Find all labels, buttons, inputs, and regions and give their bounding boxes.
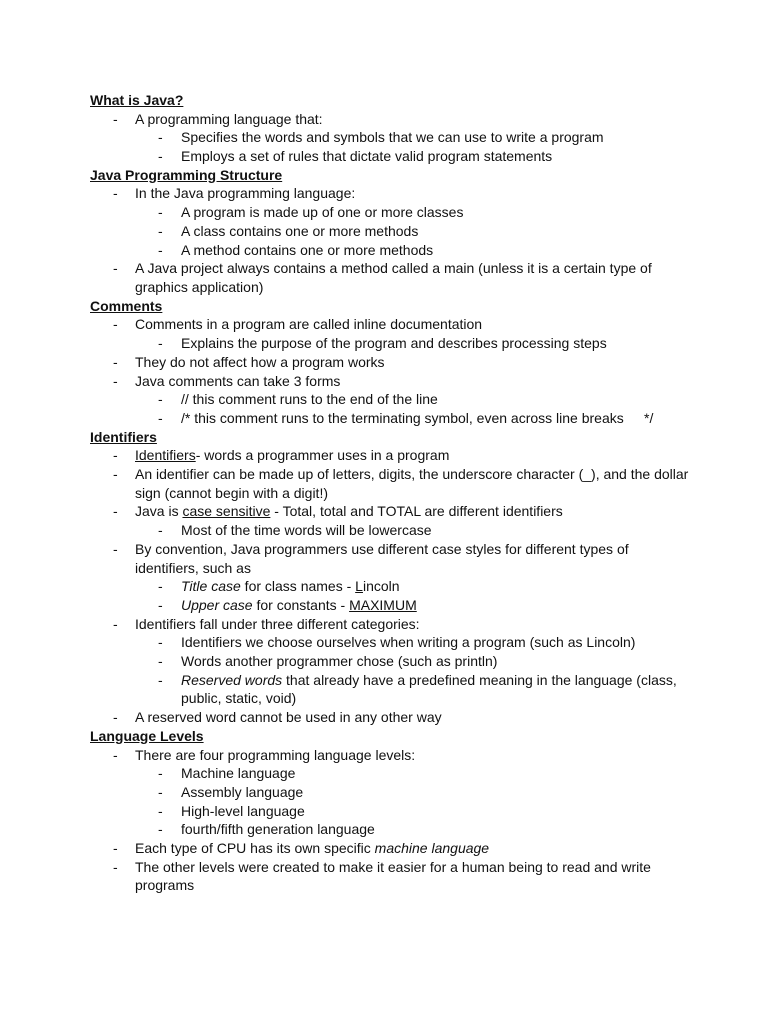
- bullet-dash: -: [158, 222, 163, 239]
- item-text: A Java project always contains a method called a main (unless it is a certain type of graphics application): [135, 260, 652, 295]
- text-run: that already have a predefined meaning in the language (class, public, static, void): [181, 671, 677, 707]
- bullet-dash: -: [158, 596, 163, 613]
- bullet-dash: -: [158, 578, 163, 595]
- list-item: [90, 633, 690, 652]
- term-reserved-words: Reserved words: [181, 671, 283, 688]
- list-item: [90, 315, 690, 334]
- item-text: A method contains one or more methods: [181, 241, 434, 258]
- list-item: [90, 465, 690, 502]
- bullet-dash: -: [158, 765, 163, 782]
- bullet-dash: -: [113, 372, 118, 389]
- list-item: [90, 764, 690, 783]
- list-item: [90, 353, 690, 372]
- bullet-dash: -: [113, 746, 118, 763]
- item-text: [135, 839, 690, 858]
- heading-what-is-java: What is Java?: [90, 92, 184, 108]
- bullet-dash: -: [158, 129, 163, 146]
- bullet-dash: -: [158, 409, 163, 426]
- item-text: Java comments can take 3 forms: [135, 372, 341, 389]
- item-text: // this comment runs to the end of the line: [181, 391, 438, 408]
- list-item: [90, 839, 690, 858]
- list-item: [90, 372, 690, 391]
- list-item: [90, 652, 690, 671]
- term-title-case: Title case: [181, 578, 241, 595]
- bullet-dash: -: [113, 316, 118, 333]
- list-item: [90, 540, 690, 577]
- bullet-dash: -: [113, 709, 118, 726]
- list-item: [90, 334, 690, 353]
- list-item: [90, 802, 690, 821]
- bullet-dash: -: [158, 241, 163, 258]
- item-text: Most of the time words will be lowercase: [181, 522, 432, 539]
- text-run: - Total, total and TOTAL are different identifiers: [270, 503, 563, 520]
- list-item: [90, 241, 690, 260]
- bullet-dash: -: [158, 802, 163, 819]
- item-text: A program is made up of one or more classes: [181, 204, 464, 221]
- item-text: A programming language that:: [135, 110, 323, 127]
- item-text: There are four programming language levels:: [135, 746, 416, 763]
- bullet-dash: -: [113, 185, 118, 202]
- item-text: Specifies the words and symbols that we can use to write a program: [181, 129, 604, 146]
- bullet-dash: -: [113, 858, 118, 875]
- list-item: [90, 446, 690, 465]
- item-text: They do not affect how a program works: [135, 353, 385, 370]
- item-text: A class contains one or more methods: [181, 222, 419, 239]
- bullet-dash: -: [113, 615, 118, 632]
- list-item: [90, 820, 690, 839]
- bullet-dash: -: [113, 447, 118, 464]
- list-item: [90, 783, 690, 802]
- list-item: [90, 222, 690, 241]
- bullet-dash: -: [113, 353, 118, 370]
- notes-body: [90, 91, 690, 895]
- item-text: In the Java programming language:: [135, 185, 356, 202]
- bullet-dash: -: [158, 204, 163, 221]
- heading-identifiers: Identifiers: [90, 428, 157, 445]
- term-upper-case: Upper case: [181, 596, 253, 613]
- bullet-dash: -: [113, 466, 118, 482]
- term-case-sensitive: case sensitive: [182, 503, 271, 520]
- bullet-dash: -: [113, 503, 118, 520]
- bullet-dash: -: [158, 821, 163, 838]
- list-item: [90, 390, 690, 409]
- list-item: [90, 502, 690, 521]
- text-run: - words a programmer uses in a program: [195, 447, 450, 464]
- item-text: Assembly language: [181, 783, 304, 800]
- item-text: [181, 671, 690, 708]
- bullet-dash: -: [113, 110, 118, 127]
- bullet-dash: -: [113, 260, 118, 277]
- list-item: [90, 184, 690, 203]
- list-item: [90, 147, 690, 166]
- bullet-dash: -: [158, 522, 163, 539]
- item-text: Identifiers fall under three different categories:: [135, 615, 420, 632]
- list-item: [90, 708, 690, 727]
- item-text: /* this comment runs to the terminating symbol, even across line breaks: [181, 409, 624, 426]
- list-item: [90, 596, 690, 615]
- item-text: Employs a set of rules that dictate valid program statements: [181, 148, 553, 165]
- item-text: A reserved word cannot be used in any other way: [135, 709, 442, 726]
- bullet-dash: -: [158, 671, 163, 688]
- item-text: Machine language: [181, 765, 296, 782]
- item-text: The other levels were created to make it easier for a human being to read and write programs: [135, 858, 651, 894]
- item-text: An identifier can be made up of letters, digits, the underscore character (_), and the dollar sign (cannot begin with a digit!): [135, 466, 689, 501]
- list-item: [90, 746, 690, 765]
- term-machine-language: machine language: [374, 840, 490, 857]
- list-item: [90, 203, 690, 222]
- item-text: Words another programmer chose (such as println): [181, 653, 498, 670]
- list-item: [90, 409, 690, 428]
- underlined-letter: L: [355, 578, 363, 595]
- list-item: [90, 128, 690, 147]
- text-run: Each type of CPU has its own specific: [135, 840, 375, 857]
- list-item: [90, 671, 690, 708]
- item-text: Identifiers we choose ourselves when writing a program (such as Lincoln): [181, 634, 636, 651]
- bullet-dash: -: [113, 840, 118, 857]
- item-text: High-level language: [181, 802, 305, 819]
- term-identifiers: Identifiers: [135, 447, 196, 464]
- item-text: Comments in a program are called inline documentation: [135, 316, 483, 333]
- list-item: [90, 110, 690, 129]
- example-maximum: MAXIMUM: [349, 596, 417, 613]
- bullet-dash: -: [158, 634, 163, 651]
- list-item: [90, 615, 690, 634]
- item-text: fourth/fifth generation language: [181, 821, 375, 838]
- heading-java-programming-structure: Java Programming Structure: [90, 166, 283, 183]
- bullet-dash: -: [158, 391, 163, 408]
- heading-comments: Comments: [90, 297, 163, 314]
- item-text: [181, 577, 690, 596]
- item-text: [135, 502, 690, 521]
- bullet-dash: -: [113, 540, 118, 557]
- heading-language-levels: Language Levels: [90, 727, 204, 744]
- list-item: [90, 259, 690, 296]
- text-run: incoln: [362, 578, 400, 595]
- text-run: for class names -: [240, 578, 356, 595]
- list-item: [90, 858, 690, 895]
- bullet-dash: -: [158, 335, 163, 352]
- bullet-dash: -: [158, 148, 163, 165]
- item-text: Explains the purpose of the program and describes processing steps: [181, 335, 607, 352]
- comment-terminator: */: [644, 409, 654, 426]
- item-text: By convention, Java programmers use different case styles for different types of identifiers, such as: [135, 540, 629, 576]
- item-text: [135, 446, 690, 465]
- text-run: for constants -: [252, 596, 350, 613]
- item-text: [181, 596, 690, 615]
- bullet-dash: -: [158, 783, 163, 800]
- list-item: [90, 577, 690, 596]
- list-item: [90, 521, 690, 540]
- bullet-dash: -: [158, 653, 163, 670]
- text-run: Java is: [135, 503, 183, 520]
